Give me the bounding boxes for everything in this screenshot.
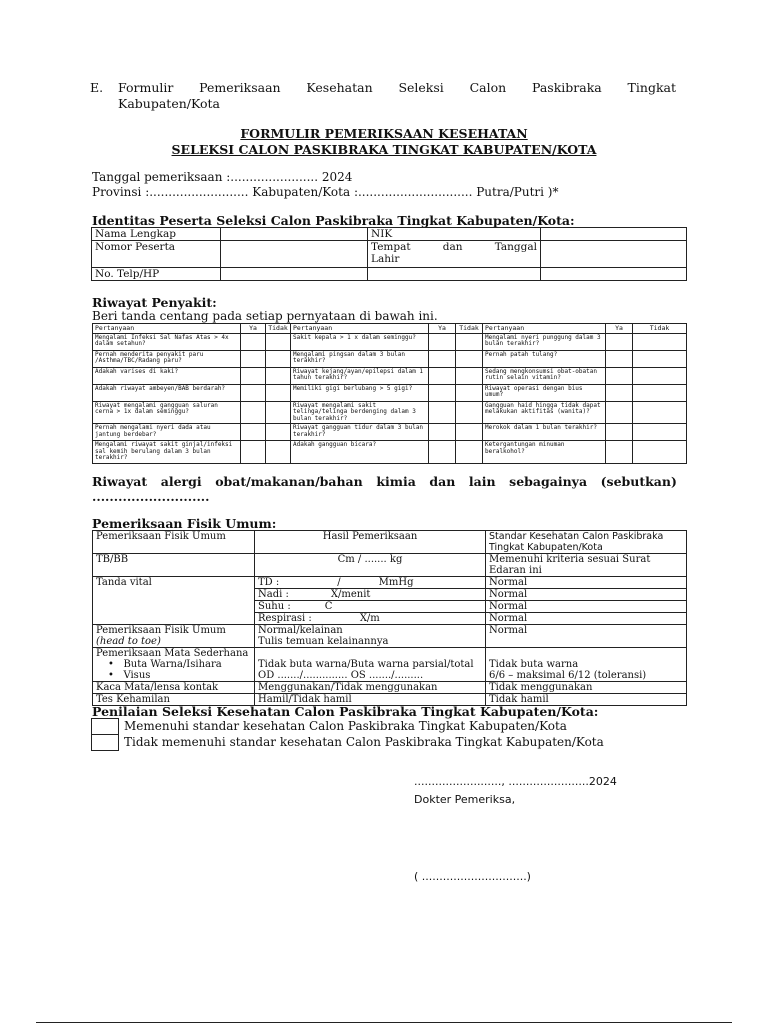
alergi-word: obat/makanan/bahan (215, 474, 363, 489)
answer-tidak-cell[interactable] (633, 333, 687, 350)
checkbox-tidak-memenuhi[interactable] (91, 734, 119, 751)
alergi-word: kimia (376, 474, 416, 489)
pfu-std: Normal (486, 625, 687, 648)
answer-ya-cell[interactable] (429, 441, 456, 464)
answer-tidak-cell[interactable] (266, 333, 291, 350)
pfu-hasil-2: Tulis temuan kelainannya (258, 636, 389, 647)
mata-label (93, 648, 255, 682)
tanggal-pemeriksaan: Tanggal pemeriksaan :....................... 2024 (92, 170, 353, 184)
answer-ya-cell[interactable] (241, 441, 266, 464)
question-cell: Adakah gangguan bicara? (291, 441, 429, 464)
buta-hasil: Tidak buta warna/Buta warna parsial/total (258, 659, 474, 670)
table-row (93, 367, 687, 384)
col-tidak-3: Tidak (633, 324, 687, 334)
riwayat-instruction: Beri tanda centang pada setiap pernyataan di bawah ini. (92, 309, 438, 323)
answer-tidak-cell[interactable] (266, 441, 291, 464)
vital-td[interactable] (255, 577, 486, 589)
kaca-std: Tidak menggunakan (486, 682, 687, 694)
question-cell: Riwayat kejang/ayan/epilepsi dalam 1 tahun terakhir? (291, 367, 429, 384)
question-cell: Pernah mengalami nyeri dada atau jantung berdebar? (93, 424, 241, 441)
question-cell: Merokok dalam 1 bulan terakhir? (483, 424, 606, 441)
buta-std: Tidak buta warna (489, 659, 579, 670)
form-heading-line1: FORMULIR PEMERIKSAAN KESEHATAN (240, 126, 528, 141)
suhu-label: Suhu : (258, 601, 291, 612)
form-heading-line2: SELEKSI CALON PASKIBRAKA TINGKAT KABUPATEN/KOTA (171, 142, 597, 157)
visus-hasil: OD ......./.............. OS ......./......... (258, 670, 424, 681)
vital-resp-std: Normal (486, 613, 687, 625)
tbbb-label: TB/BB (93, 554, 255, 577)
answer-tidak-cell[interactable] (633, 350, 687, 367)
footer-divider (36, 1022, 732, 1023)
nadi-unit: X/menit (330, 589, 371, 600)
pfu-label-b: (head to toe) (96, 636, 161, 647)
vital-label: Tanda vital (93, 577, 255, 625)
question-cell: Mengalami nyeri punggung dalam 3 bulan terakhir? (483, 333, 606, 350)
provinsi-line: Provinsi :.......................... Kabupaten/Kota :.............................. Putra/Putri )* (92, 185, 559, 199)
label-ttl-word2: dan (442, 241, 463, 253)
answer-ya-cell[interactable] (241, 424, 266, 441)
fisik-header-2: Hasil Pemeriksaan (255, 531, 486, 554)
answer-tidak-cell[interactable] (633, 401, 687, 424)
question-cell: Riwayat gangguan tidur dalam 3 bulan terakhir? (291, 424, 429, 441)
question-cell: Riwayat operasi dengan bius umum? (483, 384, 606, 401)
signature-name[interactable]: ( ..............................) (414, 870, 531, 883)
answer-tidak-cell[interactable] (456, 441, 483, 464)
answer-ya-cell[interactable] (606, 333, 633, 350)
answer-tidak-cell[interactable] (456, 333, 483, 350)
vital-nadi-std: Normal (486, 589, 687, 601)
vital-td-std: Normal (486, 577, 687, 589)
vital-suhu[interactable] (255, 601, 486, 613)
answer-ya-cell[interactable] (241, 367, 266, 384)
answer-tidak-cell[interactable] (266, 401, 291, 424)
mata-visus: • Visus (108, 670, 151, 681)
answer-ya-cell[interactable] (429, 367, 456, 384)
fisik-header-3: Standar Kesehatan Calon Paskibraka Tingkat Kabupaten/Kota (486, 531, 687, 554)
answer-tidak-cell[interactable] (633, 441, 687, 464)
suhu-unit: C (324, 601, 333, 612)
question-cell: Adakah riwayat ambeyen/BAB berdarah? (93, 384, 241, 401)
fisik-title: Pemeriksaan Fisik Umum: (92, 516, 277, 531)
field-telp[interactable] (221, 268, 368, 281)
penilaian-title: Penilaian Seleksi Kesehatan Calon Paskibraka Tingkat Kabupaten/Kota: (92, 704, 599, 719)
col-ya-1: Ya (241, 324, 266, 334)
alergi-line2[interactable]: ........................... (92, 489, 210, 504)
pfu-label-a: Pemeriksaan Fisik Umum (96, 625, 226, 636)
answer-ya-cell[interactable] (241, 333, 266, 350)
label-nomor-peserta: Nomor Peserta (92, 241, 221, 268)
answer-tidak-cell[interactable] (633, 367, 687, 384)
answer-ya-cell[interactable] (606, 441, 633, 464)
label-ttl-word1: Tempat (371, 241, 411, 253)
alergi-word: alergi (160, 474, 202, 489)
alergi-word: dan (429, 474, 456, 489)
col-pertanyaan-2: Pertanyaan (291, 324, 429, 334)
answer-ya-cell[interactable] (241, 384, 266, 401)
signature-role: Dokter Pemeriksa, (414, 793, 516, 806)
answer-ya-cell[interactable] (606, 367, 633, 384)
mata-title: Pemeriksaan Mata Sederhana (96, 648, 249, 659)
pfu-hasil[interactable] (255, 625, 486, 648)
td-slash: / (337, 577, 341, 588)
label-ttl (368, 241, 541, 268)
pfu-hasil-1: Normal/kelainan (258, 625, 343, 636)
question-cell: Mengalami Infeksi Sal Nafas Atas > 4x dalam setahun? (93, 333, 241, 350)
answer-ya-cell[interactable] (429, 401, 456, 424)
riwayat-table (92, 323, 687, 464)
answer-ya-cell[interactable] (241, 401, 266, 424)
option-memenuhi: Memenuhi standar kesehatan Calon Paskibraka Tingkat Kabupaten/Kota (124, 719, 567, 733)
table-row (93, 384, 687, 401)
hamil-std: Tidak hamil (486, 694, 687, 706)
answer-tidak-cell[interactable] (456, 401, 483, 424)
fisik-header-1: Pemeriksaan Fisik Umum (93, 531, 255, 554)
table-row (93, 401, 687, 424)
section-letter: E. (90, 80, 104, 95)
kaca-hasil[interactable]: Menggunakan/Tidak menggunakan (255, 682, 486, 694)
answer-tidak-cell[interactable] (633, 384, 687, 401)
question-cell: Pernah patah tulang? (483, 350, 606, 367)
col-tidak-2: Tidak (456, 324, 483, 334)
hamil-hasil[interactable]: Hamil/Tidak hamil (255, 694, 486, 706)
field-nama[interactable] (221, 228, 368, 241)
vital-resp[interactable] (255, 613, 486, 625)
field-nik[interactable] (541, 228, 687, 241)
question-cell: Adakah varises di kaki? (93, 367, 241, 384)
question-cell: Riwayat mengalami gangguan saluran cerna > 1x dalam seminggu? (93, 401, 241, 424)
col-pertanyaan-1: Pertanyaan (93, 324, 241, 334)
question-cell: Sedang mengkonsumsi obat-obatan rutin selain vitamin? (483, 367, 606, 384)
label-ttl-word3: Tanggal (494, 241, 537, 253)
mata-buta-label: Buta Warna/Isihara (123, 659, 222, 670)
visus-std: 6/6 – maksimal 6/12 (toleransi) (489, 670, 647, 681)
answer-tidak-cell[interactable] (456, 367, 483, 384)
checkbox-memenuhi[interactable] (91, 718, 119, 735)
question-cell: Mengalami riwayat sakit ginjal/infeksi sal kemih berulang dalam 3 bulan terakhir? (93, 441, 241, 464)
alergi-word: (sebutkan) (600, 474, 677, 489)
fisik-table (92, 530, 687, 706)
question-cell: Gangguan haid hingga tidak dapat melakukan aktifitas (wanita)? (483, 401, 606, 424)
answer-ya-cell[interactable] (429, 333, 456, 350)
field-ttl[interactable] (541, 241, 687, 268)
tbbb-std: Memenuhi kriteria sesuai Surat Edaran ini (486, 554, 687, 577)
answer-ya-cell[interactable] (606, 384, 633, 401)
answer-tidak-cell[interactable] (266, 350, 291, 367)
section-title-line1: Formulir Pemeriksaan Kesehatan Seleksi Calon Paskibraka Tingkat (118, 80, 676, 95)
answer-tidak-cell[interactable] (456, 350, 483, 367)
answer-tidak-cell[interactable] (633, 424, 687, 441)
label-nama: Nama Lengkap (92, 228, 221, 241)
question-cell: Riwayat mengalami sakit telinga/telinga berdenging dalam 3 bulan terakhir? (291, 401, 429, 424)
td-unit: MmHg (378, 577, 414, 588)
answer-tidak-cell[interactable] (456, 384, 483, 401)
col-ya-2: Ya (429, 324, 456, 334)
answer-ya-cell[interactable] (241, 350, 266, 367)
col-tidak-1: Tidak (266, 324, 291, 334)
kaca-label: Kaca Mata/lensa kontak (93, 682, 255, 694)
tbbb-hasil[interactable]: Cm / ....... kg (255, 554, 486, 577)
question-cell: Sakit kepala > 1 x dalam seminggu? (291, 333, 429, 350)
table-row (93, 424, 687, 441)
resp-label: Respirasi : (258, 613, 312, 624)
answer-tidak-cell[interactable] (266, 424, 291, 441)
td-label: TD : (258, 577, 280, 588)
vital-nadi[interactable] (255, 589, 486, 601)
answer-ya-cell[interactable] (429, 350, 456, 367)
table-row (93, 333, 687, 350)
resp-unit: X/m (359, 613, 380, 624)
field-empty-2[interactable] (541, 268, 687, 281)
field-nomor-peserta[interactable] (221, 241, 368, 268)
alergi-word: sebagainya (509, 474, 588, 489)
answer-tidak-cell[interactable] (456, 424, 483, 441)
col-pertanyaan-3: Pertanyaan (483, 324, 606, 334)
label-ttl-word4: Lahir (371, 253, 400, 265)
label-telp: No. Telp/HP (92, 268, 221, 281)
pfu-label (93, 625, 255, 648)
section-title-line2: Kabupaten/Kota (118, 96, 220, 111)
alergi-word: Riwayat (92, 474, 148, 489)
mata-hasil[interactable] (255, 648, 486, 682)
answer-ya-cell[interactable] (606, 424, 633, 441)
signature-place-date[interactable]: ........................., .......................2024 (414, 775, 617, 788)
question-cell: Ketergantungan minuman beralkohol? (483, 441, 606, 464)
mata-buta: • Buta Warna/Isihara (108, 659, 222, 670)
table-row (93, 350, 687, 367)
alergi-word: lain (468, 474, 496, 489)
nadi-label: Nadi : (258, 589, 289, 600)
answer-ya-cell[interactable] (429, 384, 456, 401)
question-cell: Pernah menderita penyakit paru /Asthma/TBC/Radang paru? (93, 350, 241, 367)
alergi-line1 (92, 474, 677, 489)
mata-std (486, 648, 687, 682)
answer-ya-cell[interactable] (606, 401, 633, 424)
answer-tidak-cell[interactable] (266, 384, 291, 401)
answer-ya-cell[interactable] (606, 350, 633, 367)
question-cell: Memiliki gigi berlubang > 5 gigi? (291, 384, 429, 401)
answer-tidak-cell[interactable] (266, 367, 291, 384)
identitas-title: Identitas Peserta Seleksi Calon Paskibraka Tingkat Kabupaten/Kota: (92, 213, 575, 228)
hamil-label: Tes Kehamilan (93, 694, 255, 706)
field-empty-1[interactable] (368, 268, 541, 281)
vital-suhu-std: Normal (486, 601, 687, 613)
col-ya-3: Ya (606, 324, 633, 334)
riwayat-title: Riwayat Penyakit: (92, 295, 217, 310)
answer-ya-cell[interactable] (429, 424, 456, 441)
option-tidak-memenuhi: Tidak memenuhi standar kesehatan Calon Paskibraka Tingkat Kabupaten/Kota (124, 735, 604, 749)
question-cell: Mengalami pingsan dalam 3 bulan terakhir? (291, 350, 429, 367)
table-row (93, 441, 687, 464)
mata-visus-label: Visus (123, 670, 151, 681)
label-nik: NIK (368, 228, 541, 241)
identitas-table (91, 227, 687, 281)
